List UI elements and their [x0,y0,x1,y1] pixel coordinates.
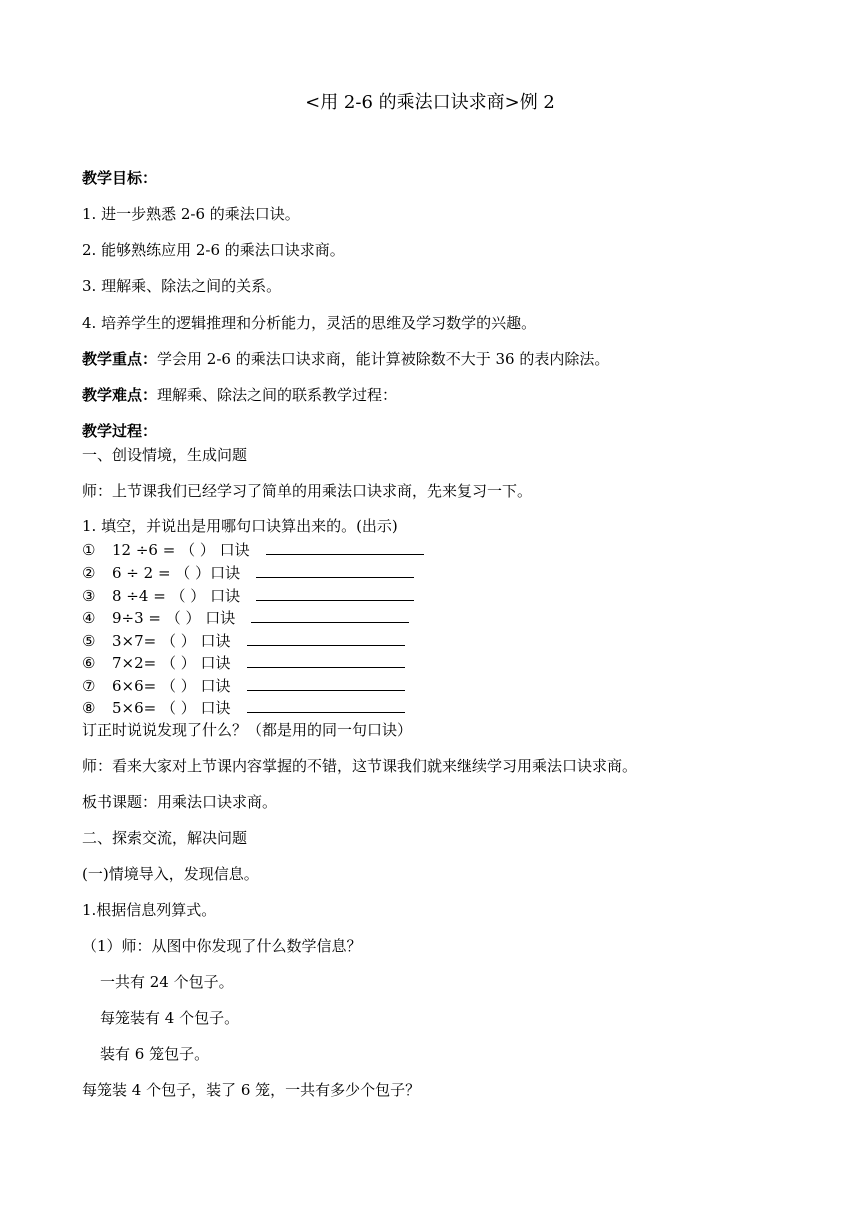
subsection-heading: (一)情境导入，发现信息。 [82,865,259,883]
difficulty-label: 教学难点： [82,386,158,404]
objective-item: 1. 进一步熟悉 2-6 的乘法口诀。 [82,205,300,223]
exercise-row [82,563,414,583]
exercise-number: ⑤ [82,632,96,650]
exercise-number: ④ [82,609,96,627]
exercise-expression: 3×7= （ ） 口诀 [112,632,231,650]
exercise-number: ⑥ [82,654,96,672]
process-heading: 教学过程： [82,422,158,440]
exercise-expression: 12 ÷6 = （ ） 口诀 [112,541,250,559]
answer-blank[interactable] [256,586,414,601]
answer-blank[interactable] [247,698,405,713]
key-point [82,349,609,369]
objective-item: 4. 培养学生的逻辑推理和分析能力，灵活的思维及学习数学的兴趣。 [82,314,537,332]
exercise-expression: 9÷3 = （ ） 口诀 [112,609,236,627]
exercise-expression: 8 ÷4 = （ ） 口诀 [112,587,241,605]
answer-blank[interactable] [266,540,424,555]
question-line: 每笼装 4 个包子，装了 6 笼，一共有多少个包子？ [82,1081,421,1099]
exercise-row [82,631,405,651]
exercise-number: ⑦ [82,677,96,695]
step-line: 1.根据信息列算式。 [82,901,217,919]
exercise-expression: 5×6= （ ） 口诀 [112,699,231,717]
exercise-row [82,676,405,696]
correction-line: 订正时说说发现了什么？（都是用的同一句口诀） [82,721,413,739]
objective-item: 2. 能够熟练应用 2-6 的乘法口诀求商。 [82,241,345,259]
teacher-line: 师：看来大家对上节课内容掌握的不错，这节课我们就来继续学习用乘法口诀求商。 [82,757,638,775]
answer-blank[interactable] [251,608,409,623]
answer-blank[interactable] [247,676,405,691]
exercise-number: ① [82,541,96,559]
exercise-row [82,698,405,718]
task-line: 1. 填空，并说出是用哪句口诀算出来的。(出示) [82,517,398,535]
exercise-number: ⑧ [82,699,96,717]
objectives-heading: 教学目标： [82,169,158,187]
key-point-text: 学会用 2-6 的乘法口诀求商，能计算被除数不大于 36 的表内除法。 [157,350,610,368]
page-title: <用 2-6 的乘法口诀求商>例 2 [305,92,555,113]
board-title-line: 板书课题：用乘法口诀求商。 [82,793,278,811]
section-heading: 二、探索交流，解决问题 [82,829,248,847]
info-line: 一共有 24 个包子。 [100,973,234,991]
exercise-expression: 6×6= （ ） 口诀 [112,677,231,695]
difficulty-text: 理解乘、除法之间的联系教学过程： [157,386,398,404]
exercise-expression: 7×2= （ ） 口诀 [112,654,231,672]
exercise-row [82,540,424,560]
answer-blank[interactable] [247,653,405,668]
question-line: （1）师：从图中你发现了什么数学信息？ [82,937,362,955]
answer-blank[interactable] [256,563,414,578]
exercise-row [82,608,409,628]
section-heading: 一、创设情境，生成问题 [82,446,248,464]
exercise-number: ③ [82,587,96,605]
exercise-expression: 6 ÷ 2 = （ ）口诀 [112,564,241,582]
info-line: 每笼装有 4 个包子。 [100,1009,240,1027]
objective-item: 3. 理解乘、除法之间的关系。 [82,277,282,295]
exercise-row [82,586,414,606]
difficulty [82,385,397,405]
answer-blank[interactable] [247,631,405,646]
info-line: 装有 6 笼包子。 [100,1045,210,1063]
exercise-number: ② [82,564,96,582]
key-point-label: 教学重点： [82,350,158,368]
teacher-line: 师：上节课我们已经学习了简单的用乘法口诀求商，先来复习一下。 [82,482,533,500]
exercise-row [82,653,405,673]
